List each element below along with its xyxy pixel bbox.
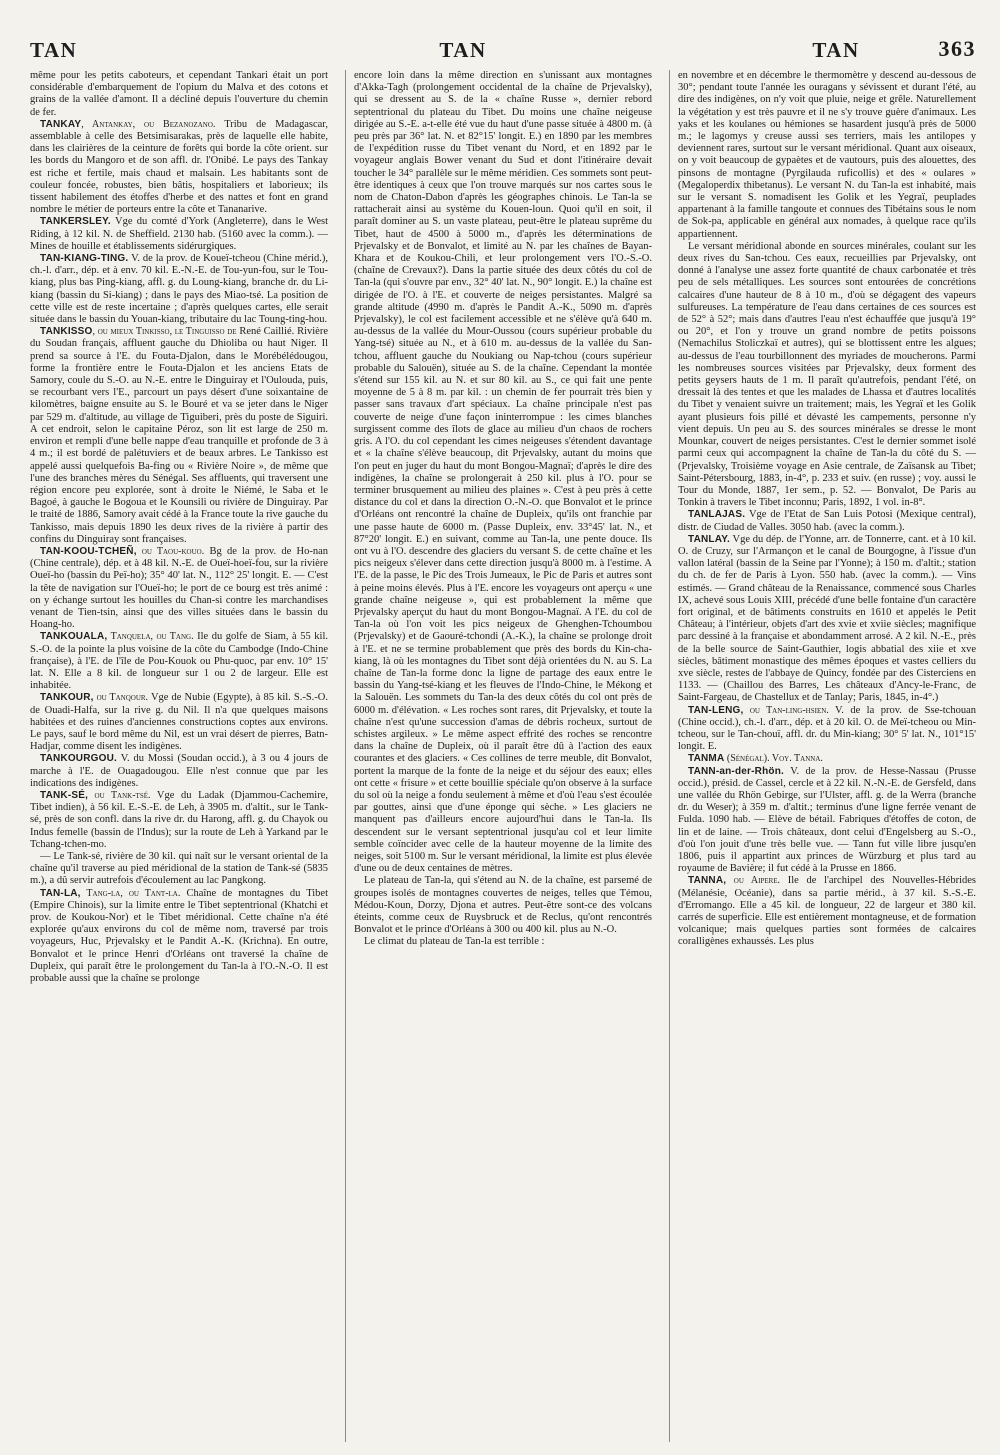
dictionary-entry [678, 766, 976, 876]
entry-headword: TANLAY. [688, 533, 730, 545]
dictionary-entry [30, 326, 328, 546]
entry-headword: TAN-KIANG-TING. [40, 253, 129, 265]
entry-variant-names: ou Tank-tsé. [88, 789, 151, 801]
entry-headword: TANKISSO [40, 326, 93, 338]
entry-body: Le climat du plateau de Tan-la est terrible : [364, 936, 545, 948]
entry-body: V. de la prov. de Hesse-Nassau (Prusse occid.), présid. de Cassel, cercle et à 22 kil. N.-N.-E. de Gersfeld, dans une vallée du Rhön Gebirge, sur l'Ulster, affl. g. de la Werra (branche dr. du Weser); à 359 m. d'altit.; terminus d'une ligne ferrée venant de Fulda. 1090 hab. — Elève de bétail. Fabriques d'étoffes de coton, de lin et de laine. — Trois châteaux, dont celui d'Engelsberg au S.-O., d'où l'on jouit d'une très belle vue. — Tann fut ville libre jusqu'en 1806, puis il appartint aux princes de Würzburg et plus tard au royaume de Bavière; il fut cédé à la Prusse en 1866. [678, 765, 976, 875]
dictionary-entry [30, 546, 328, 631]
entry-body: Chaîne de montagnes du Tibet (Empire Chinois), sur la limite entre le Tibet septentrional (Khatchi et prov. de Koukou-Nor) et le Tibet méridional. Cette chaîne n'a été explorée qu'aux environs du col de même nom, traversé par trois voyageurs, Huc, Prjevalsky et le Pandit A.-K. (Krichna). En outre, Bonvalot et le prince Henri d'Orléans ont traversé la chaîne de Dupleix, qui paraît être le prolongement du Tan-la à l'O.-N.-O. Il est probable aussi que la chaîne se prolonge [30, 887, 328, 985]
text-paragraph [354, 936, 652, 948]
entry-body: Ile de l'archipel des Nouvelles-Hébrides (Mélanésie, Océanie), dans sa partie mérid., à 37 kil. S.-S.-E. d'Erromango. Elle a 45 kil. de longueur, 22 de largeur et 380 kil. carrés de superficie. Elle est entièrement montagneuse, et de formation volcanique; mais quelques parties sont formées de calcaires coralligènes exhaussés. Les plus [678, 875, 976, 948]
entry-headword: TANNA, [688, 875, 727, 887]
entry-headword: TAN-KOOU-TCHEÑ, [40, 545, 137, 557]
entry-headword: TANMA [688, 753, 725, 765]
column-1 [30, 70, 328, 1442]
dictionary-entry [678, 875, 976, 948]
dictionary-entry [678, 705, 976, 754]
text-columns [30, 70, 976, 1442]
entry-variant-names: ou Taou-kouo. [136, 545, 205, 557]
entry-headword: TAN-LA, [40, 887, 81, 899]
running-head-right: TAN [812, 37, 860, 62]
entry-body: Vge du comté d'York (Angleterre), dans le West Riding, à 12 kil. N. de Sheffield. 2130 hab. (5160 avec la comm.). — Mines de houille et établissements sidérurgiques. [30, 216, 328, 252]
entry-headword: TAN-LENG, [688, 704, 744, 716]
entry-headword: TANLAJAS. [688, 509, 746, 521]
entry-body: Vge de l'Etat de San Luis Potosi (Mexique central), distr. de Ciudad de Valles. 3050 hab. (avec la comm.). [678, 509, 976, 533]
entry-body: V. du Mossi (Soudan occid.), à 3 ou 4 jours de marche à l'E. de Ouagadougou. Elle n'est connue que par les indications des indigènes. [30, 753, 328, 789]
dictionary-entry [678, 534, 976, 705]
entry-body: Le versant méridional abonde en sources minérales, coulant sur les deux rives du San-tchou. Ces eaux, recueillies par Prjevalsky, ont donné à l'analyse une assez forte quantité de chaux carbonatée et très peu de sels métalliques. Les sources sont entourées de concrétions calcaires d'une hauteur de 8 à 10 m., d'où se dégagent des vapeurs sulfureuses. La température de l'eau dans certaines de ces sources est de 52° à 52°; mais dans d'autres l'eau n'est échauffée que jusqu'à 19° ou 20°, et l'on y trouve un grand nombre de petits poissons (Nemachilus Stoliczkaï et autres), qui se blottissent entre les algues; au-dessus de l'eau tourbillonnent des myriades de moucherons. Parmi les nombreuses sources visitées par Prjevalsky, deux forment des petits geysers hauts de 1 m. Il paraît qu'autrefois, pendant l'été, on dressait là des tentes et que les malades de Lhassa et d'autres localités du Tibet y venaient suivre un traitement; mais, les Yegraï et les Golik ayant plusieurs fois pillé et dévasté les campements, personne n'y vient depuis. Un peu au S. des sources minérales se dresse le mont Mounkar, couvert de neiges persistantes. C'est le dernier sommet isolé parmi ceux qui accompagnent la chaîne de Tan-la du côté du S. — (Prjevalsky, Troisième voyage en Asie centrale, de Zaïsansk au Tibet; Saint-Pétersbourg, 1883, in-4°, p. 233 et suiv. (en russe) ; voy. aussi le Tour du Monde, 1887, 1er sem., p. 52. — Bonvalot, De Paris au Tonkin à travers le Tibet inconnu; Paris, 1892, 1 vol. in-8°. [678, 240, 976, 509]
entry-headword: TANKOUALA, [40, 631, 108, 643]
dictionary-entry [30, 753, 328, 790]
entry-body: même pour les petits caboteurs, et cependant Tankari était un port considérable d'embarquement de l'opium du Malva et des cotons et grains de la vallée d'amont. Il a décliné depuis l'ouverture du chemin de fer. [30, 70, 328, 118]
dictionary-entry [30, 692, 328, 753]
entry-body: Ile du golfe de Siam, à 55 kil. S.-O. de la pointe la plus voisine de la côte du Cambodge (Indo-Chine française), à l'E. de l'île de Pou-Kouok ou Phu-quoc, par env. 10° 15' lat. N. Elle a 8 kil. de longueur sur 1 ou 2 de largeur. Elle est inhabitée. [30, 631, 328, 692]
column-2 [345, 70, 652, 1442]
dictionary-entry [678, 753, 976, 765]
page-header [30, 36, 976, 64]
entry-variant-names: Tang-la, ou Tant-la. [80, 887, 181, 899]
entry-variant-names: (Sénégal). Voy. Tanna. [724, 753, 823, 765]
entry-body: Vge du Ladak (Djammou-Cachemire, Tibet indien), à 56 kil. E.-S.-E. de Leh, à 3905 m. d'altit., sur le Tank-sé, près de son confl. dans la rive dr. du Harong, affl. g. du Chayok ou Indus femelle (bassin de l'Indus); sur la route de Leh à Yarkand par le Tchang-tchen-mo. [30, 789, 328, 850]
entry-body: en novembre et en décembre le thermomètre y descend au-dessous de 30°; pendant toute l'année les ouragans y sévissent et durant l'été, au dire des indigènes, on n'y voit que pluie, neige et grêle. Naturellement la végétation y est très pauvre et il ne s'y trouve guère d'animaux. Les yaks et les koulanes ou hémiones se hasardent jusqu'à près de 5000 m.; le lagomys y creuse aussi ses terriers, mais les antilopes y deviennent rares, surtout sur le versant méridional. Quant aux oiseaux, on y voit beaucoup de gypaètes et de vautours, puis des alouettes, des pinsons de montagne (Pyrgilauda ruficollis) et des « oulares » (Megaloperdix thibetanus). Le versant N. du Tan-la est inhabité, mais sur le versant S. nomadisent les Golik et les Yegraï, peuplades appartenant à la famille tangoute et connues des Tibétains sous le nom de Sok-pa, applicable en général aux nomades, à quelque race qu'ils appartiennent. [678, 70, 976, 240]
text-paragraph [30, 70, 328, 119]
dictionary-entry [30, 216, 328, 253]
dictionary-entry [30, 119, 328, 217]
entry-headword: TANKOURGOU. [40, 753, 118, 765]
entry-variant-names: ou Aipere. [726, 875, 781, 887]
entry-body: Vge du dép. de l'Yonne, arr. de Tonnerre, cant. et à 10 kil. O. de Cruzy, sur l'Armançon et le canal de Bourgogne, à l'issue d'un vallon latéral (bassin de la Seine par l'Yonne); à 150 m. d'altit.; station du ch. de fer de Paris à Lyon. 550 hab. (avec la comm.). — Vins estimés. — Grand château de la Renaissance, commencé sous Charles IX, achevé sous Louis XIII, précédé d'une belle fontaine d'un caractère fort original, et de bâtiments construits en 1610 et appelés le Petit Château; à l'intérieur, objets d'art des xvie et xviie siècles; magnifique parc dessiné à la française et abondamment arrosé. A 2 kil. N.-E., près de la belle source de Saint-Gauthier, logis abbatial des xiie et xve siècles, bâtiment monastique des mêmes époques et vastes celliers du xve siècle, restes de l'abbaye de Quincy, fondée par des Cisterciens en 1133. — (Chaillou des Barres, Les châteaux d'Ancy-le-Franc, de Saint-Fargeau, de Chastellux et de Tanlay; Paris, 1845, in-4°.) [678, 533, 976, 704]
entry-variant-names: , Antankay, ou Bezanozano. [81, 118, 216, 130]
text-paragraph [30, 851, 328, 888]
entry-variant-names: , ou mieux Tinkisso, le Tinguisso de [92, 326, 237, 338]
entry-body: René Caillié. Rivière du Soudan français, affluent gauche du Dhioliba ou haut Niger. Il prend sa source à l'E. du Fouta-Djalon, dans le Morébélédougou, forme la frontière entre le Fouta-Djalon et les anciens Etats de Samory, coule du S.-O. au N.-E. entre le Dinguiray et l'Oulouda, puis, se recourbant vers l'E., parcourt un pays désert d'une soixantaine de kilomètres, baigne ensuite au S. le Bouré et va se jeter dans le Niger par 529 m. d'altitude, au village de Tiguiberi, près du poste de Siguiri. A cet endroit, selon le capitaine Péroz, son lit est large de 250 m. environ et rempli d'une belle nappe d'eau tranquille et profonde de 3 à 4 m.; il est bordé de palétuviers et de beaux arbres. Le Tankisso est appelé aussi quelquefois Ba-fing ou « Rivière Noire », de même que l'une des branches mères du Sénégal. Ses affluents, qui traversent une région encore peu explorée, sont à droite le Niémé, le Saba et le Bagoé, à gauche le Bogoua et le Kounsili ou rivière de Dinguiray. Par le traité de 1886, Samory avait cédé à la France toute la rive gauche du Tankisso, mais depuis 1890 les deux rives de la rivière à partir des confins du Dinguiray sont françaises. [30, 326, 328, 545]
entry-body: Tribu de Madagascar, assemblable à celle des Betsimisarakas, près de laquelle elle habite, dans les clairières de la ceinture de forêts qui borde la côte orient. sur les bords du Mangoro et de son affl. dr. l'Onibé. Le pays des Tankay est riche et fertile, mais chaud et malsain. Les habitants sont de couleur foncée, robustes, bien bâtis, hospitaliers et laborieux; ils tissent habilement des étoffes d'herbe et des nattes et font en grand nombre le métier de porteurs entre la côte et Tananarive. [30, 118, 328, 216]
entry-body: V. de la prov. de Koueï-tcheou (Chine mérid.), ch.-l. d'arr., dép. et à env. 70 kil. E.-N.-E. de Tou-yun-fou, sur le Tou-kiang, plus bas Ping-kiang, affl. g. du Loung-kiang, branche dr. du Li-kiang (bassin du Si-kiang) ; dans le pays des Miao-tsé. La position de cette ville est de reste incertaine ; d'après quelques cartes, elle serait située dans le bassin du Youan-kiang, tributaire du lac Toung-ting-hou. [30, 253, 328, 326]
entry-variant-names: Tanquela, ou Tang. [107, 631, 194, 643]
entry-body: Bg de la prov. de Ho-nan (Chine centrale), dép. et à 48 kil. N.-E. de Oueï-hoeï-fou, sur la rivière Oueï-ho (bassin du Peï-ho); 35° 40' lat. N., 112° 25' longit. E. — C'est la tête de navigation sur l'Oueï-ho; le port de ce bourg est très animé : on y échange surtout les houilles du Chan-si contre les marchandises venant de Tien-tsin, ainsi que des villes situées dans le bassin du Hoang-ho. [30, 545, 328, 631]
entry-headword: TANKERSLEY. [40, 216, 111, 228]
entry-variant-names: ou Tan-ling-hsien. [743, 704, 829, 716]
entry-headword: TANK-SÉ, [40, 789, 89, 801]
text-paragraph [678, 241, 976, 509]
page-number: 363 [938, 36, 976, 61]
text-paragraph [354, 70, 652, 875]
entry-headword: TANKOUR, [40, 692, 94, 704]
text-paragraph [678, 70, 976, 241]
running-head-center: TAN [439, 37, 487, 62]
dictionary-entry [678, 509, 976, 533]
dictionary-entry [30, 631, 328, 692]
entry-body: encore loin dans la même direction en s'unissant aux montagnes d'Akka-Tagh (prolongement occidental de la chaîne de Prjevalsky), qui se dressent au S. de la « chaîne Russe », dernier rebord septentrional du plateau du Tibet. Du moins une chaîne neigeuse dirigée au S.-E. a-t-elle été vue du haut d'une passe située à 4800 m. (à peu près par 36° lat. N. et 82°15' longit. E.) en 1890 par les membres de l'expédition russe du Tibet venant du Nord, et en 1892 par le voyageur anglais Bower venant du Sud et dont l'itinéraire devait toucher le 34° parallèle sur le même méridien. Ces sommets sont peut-être identiques à ceux que l'on trouve marqués sur nos cartes sous le nom de Chaton-Dabon d'après les géographes chinois. Le Tan-la se rattacherait ainsi au système du Kouen-loun. Quoi qu'il en soit, il paraît dominer au S. un vaste plateau, peut-être le plateau suprême du Tibet, haut de 4500 à 5000 m., d'après les déterminations de Prjevalsky et de Bonvalot, et limité au N. par les chaînes de Bayan-Khara et de Koukou-Chili, et leur prolongement vers l'O.-S.-O. (chaîne de Crevaux?). Dans la partie située des deux côtés du col de Tan-la (qui s'ouvre par env., 32° 40' lat. N., 90° longit. E.) la chaîne est dirigée de l'O. à l'E. et couverte de neiges persistantes. Malgré sa grande altitude (4990 m. d'après le Pandit A.-K., 5090 m. d'après Prjevalsky), le col est facilement accessible et ne s'élève qu'à 640 m. au-dessus de la vallée du Mour-Oussou (cours supérieur probable du Yang-tsé) située au N., et à 610 m. au-dessus de la vallée du San-tchou, affluent gauche du Noukiang ou Nap-tchou (cours supérieur probable du Salouën), située au S. de la chaîne. Cependant la montée s'étend sur 155 kil. au N. et sur 80 kil. au S., ce qui fait une pente moyenne de 5 à 8 m. par kil. : un chemin de fer pourrait très bien y passer sans travaux d'art spéciaux. La chaîne principale n'est pas couverte de neige d'une façon ininterrompue : les cimes blanches surgissent comme des îlots de glace au milieu d'un chaos de rochers gris. A l'O. du col cependant les cimes neigeuses s'étendent davantage et « la chaîne s'élève beaucoup, dit Prjevalsky, autant du moins que l'on peut en juger du haut du mont Bongou-Magnaï; d'après le dire des indigènes, la chaîne se prolongerait à 250 kil. plus à l'O. pour se terminer brusquement au milieu des plaines ». C'est à peu près à cette distance du col et dans la direction O.-N.-O. que Bonvalot et le prince d'Orléans ont rencontré la chaîne de Dupleix, qu'ils ont franchie par une passe haute de 6000 m. (Passe Dupleix, env. 33°45' lat. N., et 87°20' longit. E.) en suivant, comme au Tan-la, une pente douce. Ils ont vu à l'O. descendre des glaciers du versant S. de cette chaîne et les pics neigeux s'élever dans cette direction jusqu'à 8000 m. à l'estime. A l'E. de la passe, le Pic des Trois Jumeaux, le Pic de Paris et autres sont à peine moins élevés. Plus à l'E. encore les voyageurs ont aperçu « une grande chaîne neigeuse », qui est probablement la même que Prjevalsky aperçut du haut du mont Bongou-Magnaï. A l'E. du col de Tan-la où l'on voit les pics neigeux de Ghenghen-Tchoumbou (Prjevalsky) et de Gaouré-tchondi (A.-K.), la chaîne se prolonge droit à l'E. et ne se termine probablement que près des bords du Kin-cha-kiang, là où les montagnes du Tibet sont déjà orientées du N. au S. La chaîne de Tan-la forme donc la ligne de partage des eaux entre le bassin du Yang-tsé-kiang et les fleuves de l'Indo-Chine, le Mékong et la Salouën. Les sommets du Tan-la des deux côtés du col ont près de 6000 m. d'élévation. « Les roches sont rares, dit Prjevalsky, et toute la chaîne n'est qu'une succession d'amas de débris rocheux, surtout de schistes argileux. » Le même aspect effrité des roches se rencontre dans la chaîne de Dupleix, où il paraît être dû à l'action des eaux courantes et des glaciers. « Ces collines de terre meuble, dit Bonvalot, portent la marque de la fonte de la neige et du séjour des eaux; elles ont cette « frisure » et cette bouillie spéciale qu'on observe à la surface du sol où la neige a fondu seulement à même et d'où l'eau s'est écoulée par gouttes, ainsi que d'une éponge qui sèche. » Les glaciers ne manquent pas d'ailleurs encore aujourd'hui dans le Tan-la. Ils descendent sur le versant septentrional jusqu'au col et leur limite semble coïncider avec celle de la hauteur moyenne de la limite des neiges, soit 5100 m. Sur le versant méridional, la limite est plus élevée d'une ou de deux centaines de mètres. [354, 70, 652, 875]
entry-headword: TANN-an-der-Rhön. [688, 765, 784, 777]
entry-body: Vge de Nubie (Egypte), à 85 kil. S.-S.-O. de Ouadi-Halfa, sur la rive g. du Nil. Il n'a que quelques maisons habitées et des ruines d'anciennes constructions coptes aux environs. Le pays, sauf le bord même du Nil, est un vrai désert de pierres, Batn-Hadjar, comme disent les indigènes. [30, 692, 328, 753]
running-head-left: TAN [30, 37, 78, 62]
entry-body: Le plateau de Tan-la, qui s'étend au N. de la chaîne, est parsemé de groupes isolés de montagnes couvertes de neiges, telles que Témou, Médou-Koun, Dorzy, Djona et autres. Peut-être sont-ce des volcans éteints, comme ceux de Ruysbruck et de Reclus, qu'ont rencontrés Bonvalot et le prince d'Orléans à 300 ou 400 kil. plus au N.-O. [354, 875, 652, 936]
entry-headword: TANKAY [40, 118, 82, 130]
column-3 [669, 70, 976, 1442]
dictionary-entry [30, 888, 328, 986]
entry-body: V. de la prov. de Sse-tchouan (Chine occid.), ch.-l. d'arr., dép. et à 20 kil. O. de Meï-tcheou ou Min-tcheou, sur le Tan-chouï, affl. dr. du Min-kiang; 30° 5' lat. N., 101°15' longit. E. [678, 704, 976, 753]
entry-variant-names: ou Tanqour. [93, 692, 149, 704]
text-paragraph [354, 875, 652, 936]
dictionary-entry [30, 790, 328, 851]
dictionary-entry [30, 253, 328, 326]
entry-body: — Le Tank-sé, rivière de 30 kil. qui naît sur le versant oriental de la chaîne qu'il traverse au pied méridional de la station de Tank-sé (5835 m.), a dû servir autrefois d'écoulement au lac Pangkong. [30, 851, 328, 887]
